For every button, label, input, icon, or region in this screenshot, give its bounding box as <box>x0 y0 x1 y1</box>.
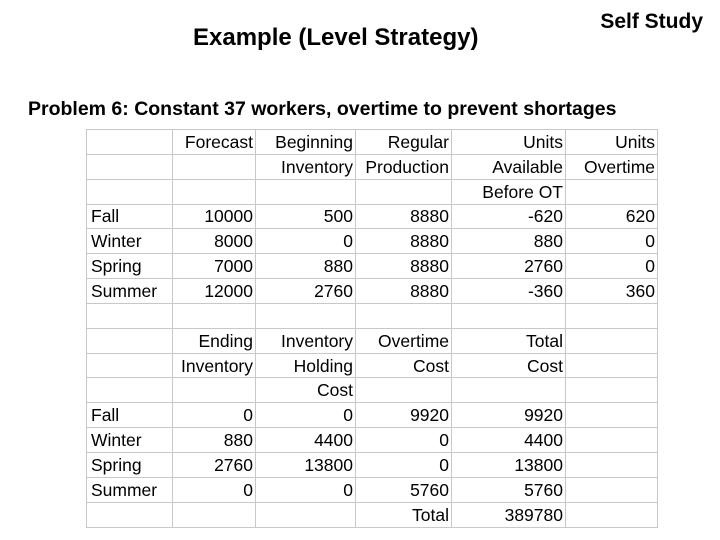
table-cell: 0 <box>256 229 356 254</box>
row-label-cell: Spring <box>87 254 173 279</box>
spreadsheet-body <box>87 130 658 528</box>
row-label-cell <box>87 328 173 353</box>
table-cell <box>173 179 256 204</box>
table-cell: 4400 <box>452 428 566 453</box>
table-cell: 880 <box>256 254 356 279</box>
table-row <box>87 204 658 229</box>
table-cell: Overtime <box>356 328 452 353</box>
table-cell: 5760 <box>356 477 452 502</box>
table-cell <box>173 154 256 179</box>
table-cell: 8880 <box>356 279 452 304</box>
table-cell: 9920 <box>356 403 452 428</box>
table-cell: Cost <box>356 353 452 378</box>
table-cell: Total <box>356 502 452 527</box>
table-cell: 0 <box>356 452 452 477</box>
table-cell: 880 <box>452 229 566 254</box>
table-row <box>87 130 658 155</box>
table-cell <box>356 378 452 403</box>
table-cell: Available <box>452 154 566 179</box>
table-cell: 0 <box>566 254 658 279</box>
table-cell: Inventory <box>256 328 356 353</box>
row-label-cell: Spring <box>87 452 173 477</box>
table-cell: Overtime <box>566 154 658 179</box>
table-cell <box>566 477 658 502</box>
slide-title: Example (Level Strategy) <box>193 24 479 51</box>
table-cell: 13800 <box>256 452 356 477</box>
table-row <box>87 477 658 502</box>
table-cell: 0 <box>173 403 256 428</box>
table-cell: Cost <box>256 378 356 403</box>
table-cell: Regular <box>356 130 452 155</box>
table-cell: Inventory <box>256 154 356 179</box>
table-cell <box>256 179 356 204</box>
table-cell: 8880 <box>356 229 452 254</box>
table-cell: 0 <box>356 428 452 453</box>
row-label-cell: Winter <box>87 229 173 254</box>
row-label-cell <box>87 303 173 328</box>
table-cell <box>256 303 356 328</box>
table-cell: Before OT <box>452 179 566 204</box>
row-label-cell: Summer <box>87 477 173 502</box>
table-cell <box>566 403 658 428</box>
table-cell: 10000 <box>173 204 256 229</box>
table-row <box>87 353 658 378</box>
table-row <box>87 303 658 328</box>
self-study-label: Self Study <box>600 10 703 33</box>
table-cell: Units <box>566 130 658 155</box>
table-cell: 12000 <box>173 279 256 304</box>
table-row <box>87 403 658 428</box>
table-cell <box>566 428 658 453</box>
table-cell: 880 <box>173 428 256 453</box>
table-cell <box>566 353 658 378</box>
row-label-cell <box>87 154 173 179</box>
row-label-cell: Winter <box>87 428 173 453</box>
table-cell: 13800 <box>452 452 566 477</box>
table-row <box>87 378 658 403</box>
table-row <box>87 428 658 453</box>
table-cell <box>173 502 256 527</box>
spreadsheet-table <box>86 129 658 528</box>
table-cell <box>566 328 658 353</box>
table-row <box>87 229 658 254</box>
table-cell: 8880 <box>356 254 452 279</box>
table-row <box>87 452 658 477</box>
table-cell: Production <box>356 154 452 179</box>
table-cell <box>566 452 658 477</box>
table-cell: -620 <box>452 204 566 229</box>
table-cell: 0 <box>173 477 256 502</box>
table-cell: 2760 <box>173 452 256 477</box>
table-cell <box>356 179 452 204</box>
table-cell <box>566 303 658 328</box>
table-cell <box>452 303 566 328</box>
table-cell <box>566 502 658 527</box>
table-cell: 4400 <box>256 428 356 453</box>
table-cell: 2760 <box>452 254 566 279</box>
table-cell: 0 <box>256 477 356 502</box>
table-cell: 620 <box>566 204 658 229</box>
table-cell: 7000 <box>173 254 256 279</box>
table-cell <box>566 179 658 204</box>
table-cell: Total <box>452 328 566 353</box>
table-cell: 0 <box>256 403 356 428</box>
table-cell <box>566 378 658 403</box>
table-cell <box>173 378 256 403</box>
table-cell: 389780 <box>452 502 566 527</box>
row-label-cell <box>87 130 173 155</box>
row-label-cell <box>87 502 173 527</box>
table-cell: Holding <box>256 353 356 378</box>
table-row <box>87 154 658 179</box>
table-cell <box>356 303 452 328</box>
row-label-cell: Fall <box>87 403 173 428</box>
problem-subtitle: Problem 6: Constant 37 workers, overtime to prevent shortages <box>28 98 617 120</box>
table-cell: Ending <box>173 328 256 353</box>
table-cell: Beginning <box>256 130 356 155</box>
table-row <box>87 279 658 304</box>
table-cell: 5760 <box>452 477 566 502</box>
table-cell: -360 <box>452 279 566 304</box>
table-cell: 8000 <box>173 229 256 254</box>
table-cell: 360 <box>566 279 658 304</box>
row-label-cell <box>87 353 173 378</box>
table-cell: 0 <box>566 229 658 254</box>
table-cell <box>173 303 256 328</box>
table-row <box>87 179 658 204</box>
row-label-cell: Summer <box>87 279 173 304</box>
table-cell: Cost <box>452 353 566 378</box>
table-cell <box>256 502 356 527</box>
table-row <box>87 328 658 353</box>
table-cell: 8880 <box>356 204 452 229</box>
table-cell: Inventory <box>173 353 256 378</box>
table-cell: 2760 <box>256 279 356 304</box>
table-cell: 9920 <box>452 403 566 428</box>
table-row <box>87 254 658 279</box>
table-cell <box>452 378 566 403</box>
table-cell: Forecast <box>173 130 256 155</box>
row-label-cell: Fall <box>87 204 173 229</box>
table-cell: 500 <box>256 204 356 229</box>
table-cell: Units <box>452 130 566 155</box>
row-label-cell <box>87 179 173 204</box>
table-row <box>87 502 658 527</box>
row-label-cell <box>87 378 173 403</box>
